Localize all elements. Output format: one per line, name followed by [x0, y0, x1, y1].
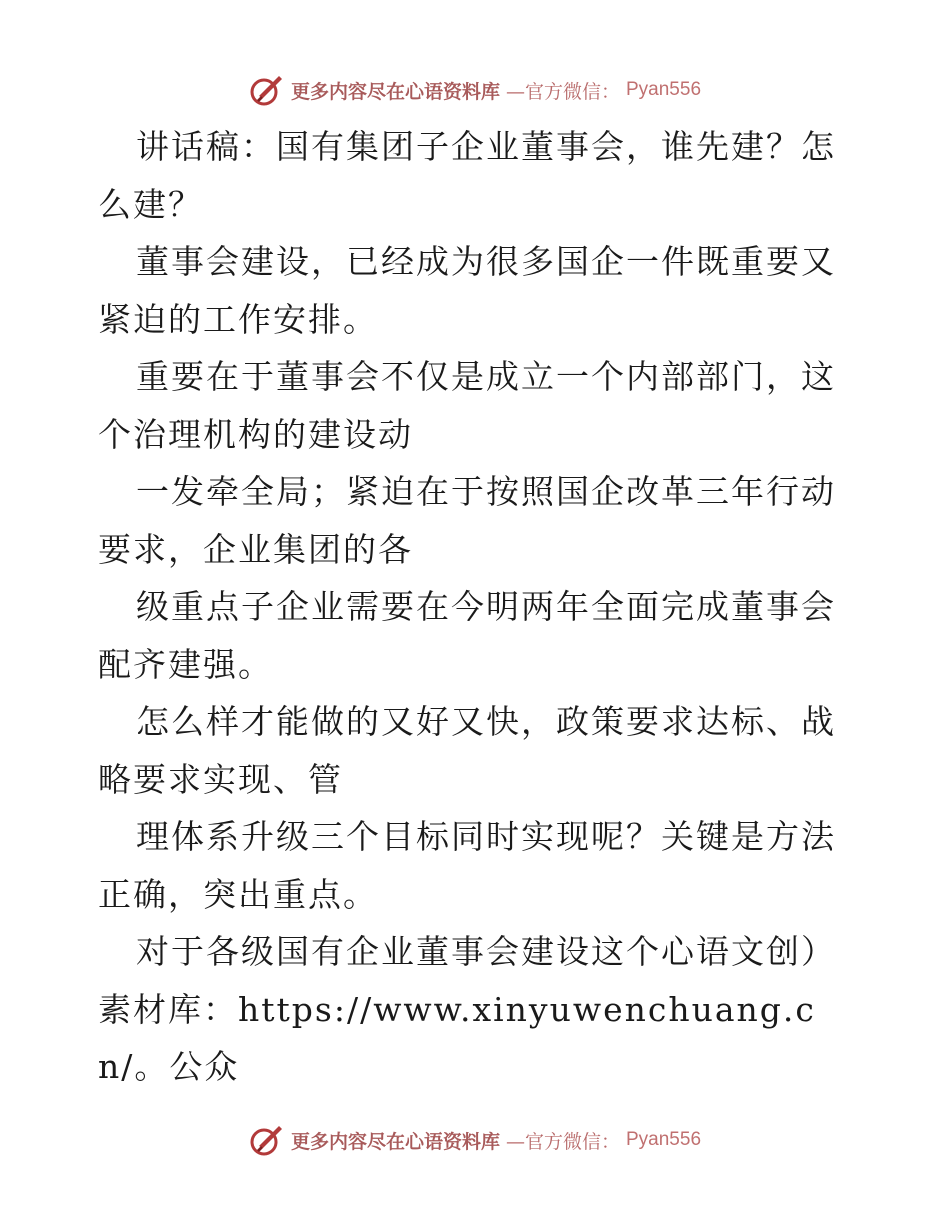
feather-pen-icon	[249, 72, 285, 108]
paragraph-title: 讲话稿：国有集团子企业董事会，谁先建？怎么建？	[98, 127, 836, 224]
banner-text: 更多内容尽在心语资料库	[290, 80, 500, 103]
paragraph: 一发牵全局；紧迫在于按照国企改革三年行动要求，企业集团的各	[98, 472, 836, 569]
feather-pen-icon	[249, 1122, 285, 1158]
header-watermark-banner	[0, 70, 950, 110]
banner-wechat-id: Pyan556	[626, 79, 702, 100]
paragraph: 重要在于董事会不仅是成立一个内部部门，这个治理机构的建设动	[98, 357, 836, 454]
banner-suffix: —官方微信：	[505, 80, 620, 103]
paragraph: 对于各级国有企业董事会建设这个心语文创）素材库：https://www.xinyuwenchuang.cn/。公众	[98, 932, 836, 1086]
paragraph: 董事会建设，已经成为很多国企一件既重要又紧迫的工作安排。	[98, 242, 836, 339]
banner-text: 更多内容尽在心语资料库	[290, 1130, 500, 1153]
footer-watermark-banner	[0, 1120, 950, 1160]
banner-wechat-id: Pyan556	[626, 1129, 702, 1150]
paragraph: 级重点子企业需要在今明两年全面完成董事会配齐建强。	[98, 587, 836, 684]
paragraph: 理体系升级三个目标同时实现呢？关键是方法正确，突出重点。	[98, 817, 836, 914]
banner-suffix: —官方微信：	[505, 1130, 620, 1153]
document-body	[98, 118, 858, 1096]
paragraph: 怎么样才能做的又好又快，政策要求达标、战略要求实现、管	[98, 702, 836, 799]
